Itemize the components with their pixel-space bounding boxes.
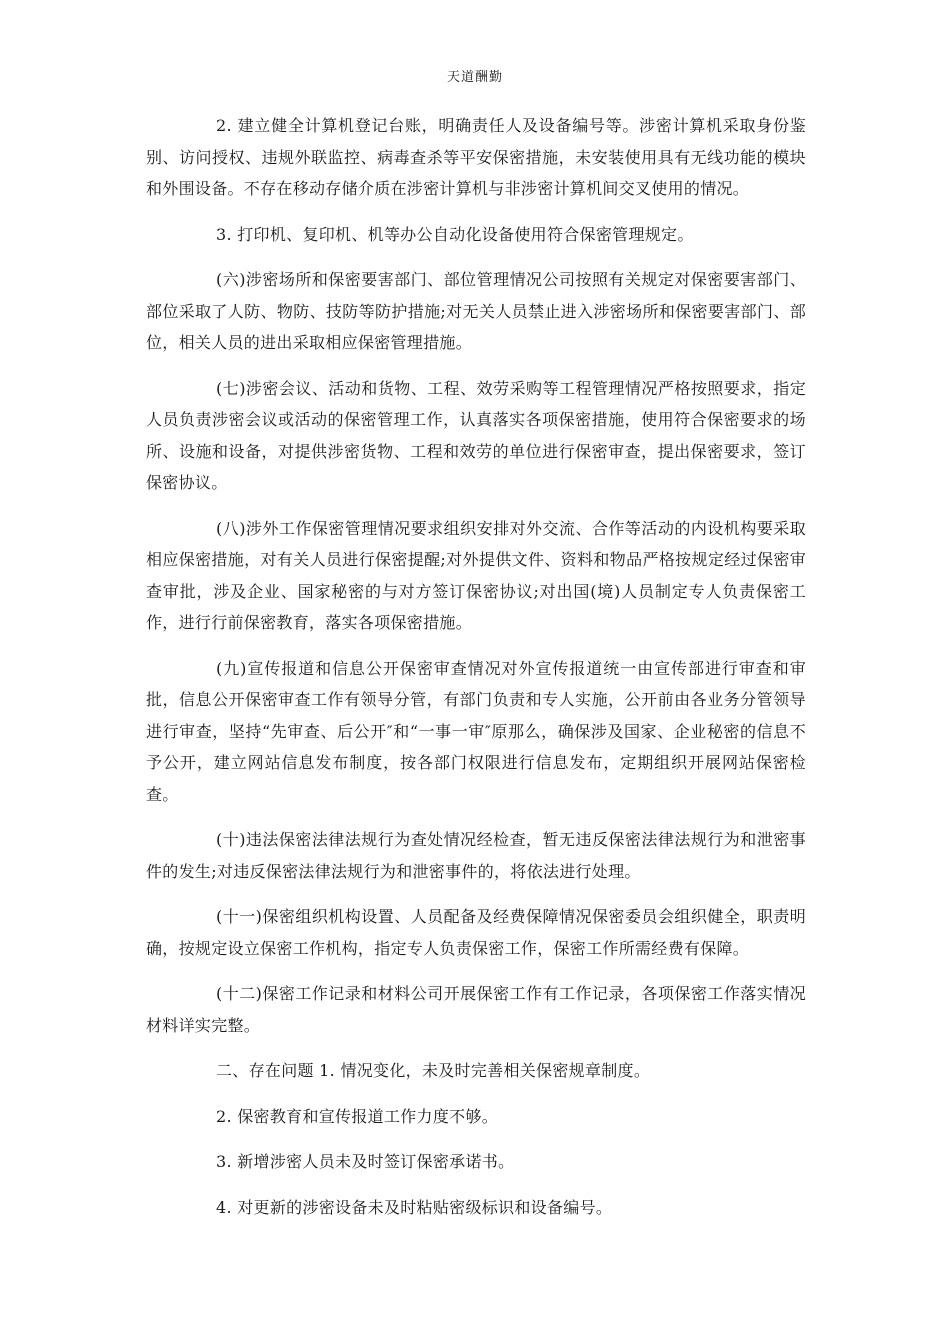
paragraph-problems-4: 4. 对更新的涉密设备未及时粘贴密级标识和设备编号。 (216, 1197, 613, 1217)
page-header: 天道酬勤 (446, 70, 503, 85)
paragraph-problems-2: 2. 保密教育和宣传报道工作力度不够。 (216, 1106, 499, 1126)
paragraph-section-6: (六)涉密场所和保密要害部门、部位管理情况公司按照有关规定对保密要害部门、部位采取了人防、物防、技防等防护措施;对无关人员禁止进入涉密场所和保密要害部门、部位，相关人员的进出采取相应保密管理措施。 (146, 270, 806, 352)
paragraph-section-8: (八)涉外工作保密管理情况要求组织安排对外交流、合作等活动的内设机构要采取相应保密措施，对有关人员进行保密提醒;对外提供文件、资料和物品严格按规定经过保密审查审批，涉及企业、国家秘密的与对方签订保密协议;对出国(境)人员制定专人负责保密工作，进行行前保密教育，落实各项保密措施。 (146, 518, 806, 632)
paragraph-section-7: (七)涉密会议、活动和货物、工程、效劳采购等工程管理情况严格按照要求，指定人员负责涉密会议或活动的保密管理工作，认真落实各项保密措施，使用符合保密要求的场所、设施和设备，对提供涉密货物、工程和效劳的单位进行保密审查，提出保密要求，签订保密协议。 (146, 378, 806, 492)
paragraph-section-11: (十一)保密组织机构设置、人员配备及经费保障情况保密委员会组织健全，职责明确，按规定设立保密工作机构，指定专人负责保密工作，保密工作所需经费有保障。 (146, 907, 806, 958)
paragraph-section-9: (九)宣传报道和信息公开保密审查情况对外宣传报道统一由宣传部进行审查和审批，信息公开保密审查工作有领导分管，有部门负责和专人实施，公开前由各业务分管领导进行审查，坚持“先审查、后公开″和“一事一审″原那么，确保涉及国家、企业秘密的信息不予公开，建立网站信息发布制度，按各部门权限进行信息发布，定期组织开展网站保密检查。 (146, 658, 806, 804)
document-body (146, 110, 806, 1237)
paragraph-computer-ledger: 2. 建立健全计算机登记台账，明确责任人及设备编号等。涉密计算机采取身份鉴别、访问授权、违规外联监控、病毒查杀等平安保密措施，未安装使用具有无线功能的模块和外围设备。不存在移动存储介质在涉密计算机与非涉密计算机间交叉使用的情况。 (146, 116, 806, 198)
paragraph-office-equipment: 3. 打印机、复印机、机等办公自动化设备使用符合保密管理规定。 (216, 224, 694, 244)
paragraph-section-12: (十二)保密工作记录和材料公司开展保密工作有工作记录，各项保密工作落实情况材料详实完整。 (146, 984, 806, 1035)
paragraph-section-10: (十)违法保密法律法规行为查处情况经检查，暂无违反保密法律法规行为和泄密事件的发生;对违反保密法律法规行为和泄密事件的，将依法进行处理。 (146, 830, 806, 881)
paragraph-problems-1: 二、存在问题 1. 情况变化，未及时完善相关保密规章制度。 (216, 1061, 651, 1080)
paragraph-problems-3: 3. 新增涉密人员未及时签订保密承诺书。 (216, 1152, 515, 1171)
